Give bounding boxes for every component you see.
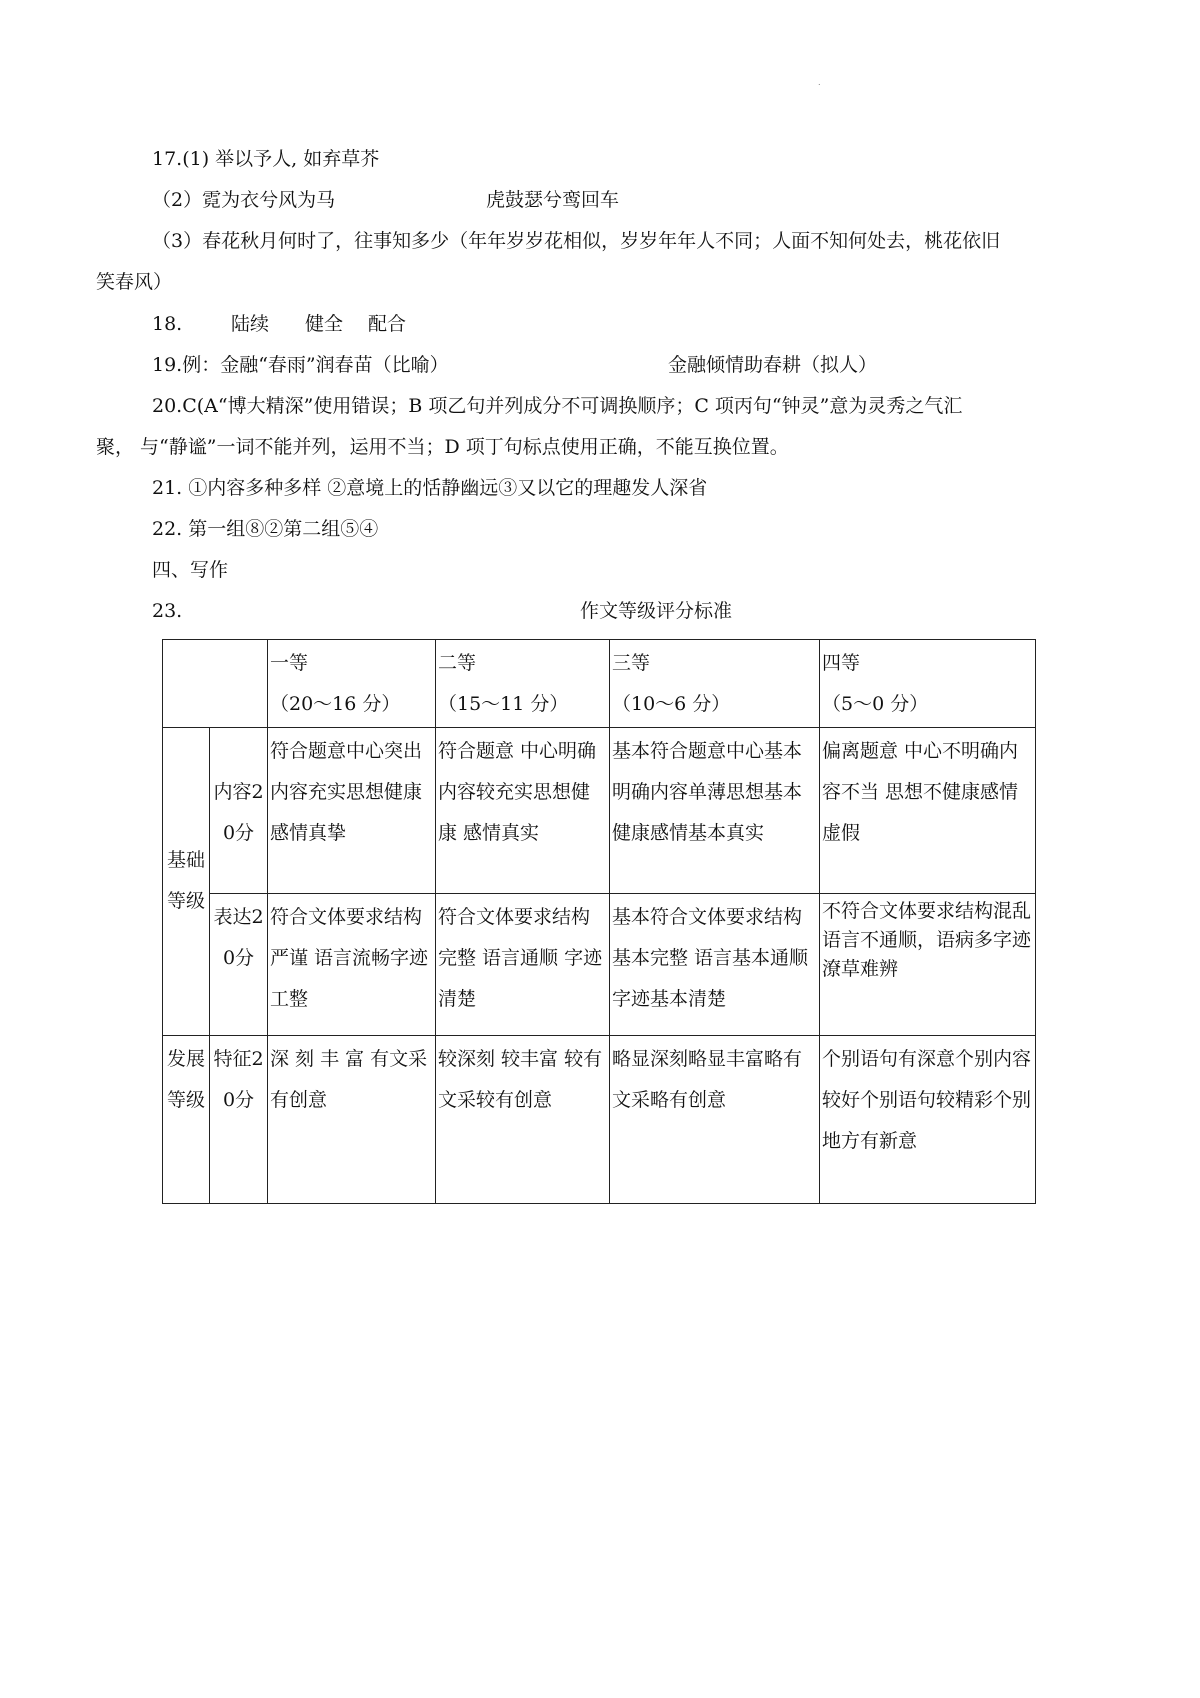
header-grade-1 bbox=[268, 640, 436, 728]
cell-content-grade-4: 偏离题意 中心不明确内容不当 思想不健康感情虚假 bbox=[820, 728, 1036, 894]
answer-18-word-1: 陆续 bbox=[231, 313, 270, 335]
header-grade-4-range: （5～0 分） bbox=[822, 693, 929, 715]
cell-expression-grade-1: 符合文体要求结构严谨 语言流畅字迹工整 bbox=[268, 894, 436, 1036]
cell-expression-grade-3: 基本符合文体要求结构基本完整 语言基本通顺 字迹基本清楚 bbox=[610, 894, 820, 1036]
header-grade-1-range: （20～16 分） bbox=[270, 693, 401, 715]
answer-18-word-2: 健全 bbox=[305, 313, 344, 335]
cell-expression-grade-4: 不符合文体要求结构混乱语言不通顺，语病多字迹潦草难辨 bbox=[820, 894, 1036, 1036]
cell-content-grade-2: 符合题意 中心明确 内容较充实思想健康 感情真实 bbox=[436, 728, 610, 894]
header-grade-1-name: 一等 bbox=[270, 652, 309, 674]
header-grade-4 bbox=[820, 640, 1036, 728]
grading-table-header-row bbox=[163, 640, 1036, 728]
header-grade-2 bbox=[436, 640, 610, 728]
grading-row-content bbox=[163, 728, 1036, 894]
answer-22: 22. 第一组⑧②第二组⑤④ bbox=[152, 518, 379, 540]
answer-17-2b: 虎鼓瑟兮鸾回车 bbox=[486, 189, 620, 211]
cell-feature-grade-1: 深 刻 丰 富 有文采有创意 bbox=[268, 1036, 436, 1204]
cell-content-grade-1: 符合题意中心突出内容充实思想健康感情真挚 bbox=[268, 728, 436, 894]
answer-17-3-line1: （3）春花秋月何时了，往事知多少（年年岁岁花相似，岁岁年年人不同；人面不知何处去，桃花依旧 bbox=[152, 230, 1001, 252]
row-label-feature: 特征20分 bbox=[210, 1036, 268, 1204]
answer-19a: 19.例：金融“春雨”润春苗（比喻） bbox=[152, 354, 449, 376]
cell-feature-grade-4: 个别语句有深意个别内容较好个别语句较精彩个别地方有新意 bbox=[820, 1036, 1036, 1204]
row-label-content: 内容20分 bbox=[210, 728, 268, 894]
cell-content-grade-3: 基本符合题意中心基本明确内容单薄思想基本健康感情基本真实 bbox=[610, 728, 820, 894]
answer-21: 21. ①内容多种多样 ②意境上的恬静幽远③又以它的理趣发人深省 bbox=[152, 477, 708, 499]
answer-23-number: 23. bbox=[152, 600, 183, 622]
row-label-expression: 表达20分 bbox=[210, 894, 268, 1036]
header-grade-3-name: 三等 bbox=[612, 652, 651, 674]
group-label-develop: 发展等级 bbox=[163, 1036, 210, 1204]
answer-19b: 金融倾情助春耕（拟人） bbox=[668, 354, 878, 376]
group-label-basic: 基础等级 bbox=[163, 728, 210, 1036]
grading-row-expression bbox=[163, 894, 1036, 1036]
section-heading-writing: 四、写作 bbox=[152, 559, 229, 581]
answer-18-number: 18. bbox=[152, 313, 183, 335]
cell-feature-grade-3: 略显深刻略显丰富略有文采略有创意 bbox=[610, 1036, 820, 1204]
header-grade-3-range: （10～6 分） bbox=[612, 693, 731, 715]
answer-18-word-3: 配合 bbox=[368, 313, 407, 335]
grading-table-title: 作文等级评分标准 bbox=[580, 600, 733, 622]
answer-20-line2: 聚， 与“静谧”一词不能并列，运用不当；D 项丁句标点使用正确，不能互换位置。 bbox=[96, 436, 789, 458]
header-grade-4-name: 四等 bbox=[822, 652, 861, 674]
grading-table bbox=[162, 639, 1036, 1204]
header-grade-2-range: （15～11 分） bbox=[438, 693, 569, 715]
page-dot: . bbox=[818, 78, 821, 87]
cell-expression-grade-2: 符合文体要求结构完整 语言通顺 字迹清楚 bbox=[436, 894, 610, 1036]
grading-row-feature bbox=[163, 1036, 1036, 1204]
answer-20-line1: 20.C(A“博大精深”使用错误；B 项乙句并列成分不可调换顺序；C 项丙句“钟灵”意为灵秀之气汇 bbox=[152, 395, 963, 417]
answer-17-1: 17.(1) 举以予人, 如弃草芥 bbox=[152, 148, 380, 170]
header-corner-cell bbox=[163, 640, 268, 728]
header-grade-2-name: 二等 bbox=[438, 652, 477, 674]
header-grade-3 bbox=[610, 640, 820, 728]
answer-17-2a: （2）霓为衣兮风为马 bbox=[152, 189, 336, 211]
answer-17-3-line2: 笑春风） bbox=[96, 271, 173, 293]
cell-feature-grade-2: 较深刻 较丰富 较有文采较有创意 bbox=[436, 1036, 610, 1204]
